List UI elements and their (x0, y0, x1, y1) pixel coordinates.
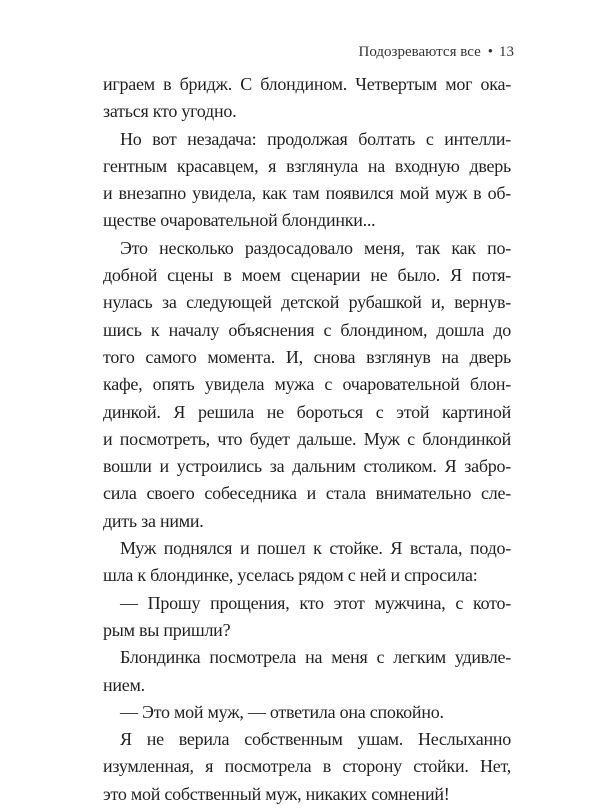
text-line: и внезапно увидела, как там появился мой муж в об- (103, 183, 511, 204)
page-number: 13 (499, 44, 514, 60)
text-line: того самого момента. И, снова взглянув на дверь (103, 346, 511, 367)
text-line: динкой. Я решила не бороться с этой картиной (103, 401, 511, 422)
body-text (103, 71, 511, 808)
text-line: это мой собственный муж, никаких сомнений! (103, 783, 450, 804)
text-line: и посмотреть, что будет дальше. Муж с блондинкой (103, 428, 511, 449)
text-line: вошли и устроились за дальним столиком. Я забро- (103, 456, 511, 477)
text-line: Я не верила собственным ушам. Неслыханно (120, 729, 511, 750)
text-line: сила своего собеседника и стала внимательно сле- (103, 483, 511, 504)
text-line: нием. (103, 674, 145, 695)
header-separator: • (487, 44, 493, 60)
text-line: Блондинка посмотрела на меня с легким удивле- (120, 647, 511, 668)
text-line: Но вот незадача: продолжая болтать с интелли- (120, 128, 511, 149)
text-line: шла к блондинке, уселась рядом с ней и спросила: (103, 565, 478, 586)
running-head (359, 44, 514, 61)
text-line: нулась за следующей детской рубашкой и, вернув- (103, 292, 511, 313)
text-line: заться кто угодно. (103, 101, 237, 122)
text-line: — Это мой муж, — ответила она спокойно. (120, 701, 444, 722)
text-line: рым вы пришли? (103, 619, 231, 640)
text-line: изумленная, я посмотрела в сторону стойки. Нет, (103, 756, 511, 777)
text-line: дить за ними. (103, 510, 204, 531)
text-line: кафе, опять увидела мужа с очаровательной блон- (103, 374, 511, 395)
text-line: добной сцены в моем сценарии не было. Я потя- (103, 265, 511, 286)
running-title: Подозреваются все (358, 44, 481, 60)
text-line: — Прошу прощения, кто этот мужчина, с кото- (120, 592, 511, 613)
text-line: ществе очаровательной блондинки... (103, 210, 376, 231)
text-line: гентным красавцем, я взглянула на входную дверь (103, 155, 511, 176)
text-line: играем в бридж. С блондином. Четвертым мог ока- (103, 74, 511, 94)
text-line: шись к началу объяснения с блондином, дошла до (103, 319, 511, 340)
text-line: Муж поднялся и пошел к стойке. Я встала, подо- (120, 538, 511, 559)
text-line: Это несколько раздосадовало меня, так как по- (120, 237, 511, 258)
